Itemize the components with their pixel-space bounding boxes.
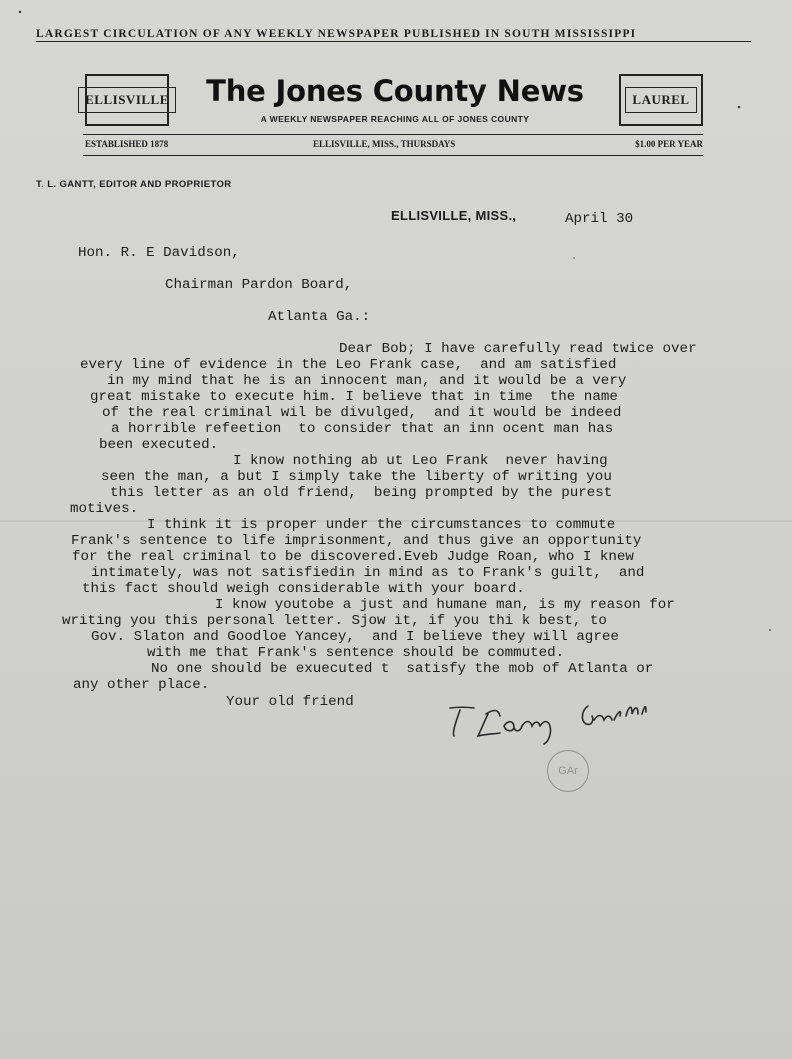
recipient-title: Chairman Pardon Board, xyxy=(165,277,353,293)
letterhead-info-bar xyxy=(83,134,703,156)
body-line: this letter as an old friend, being prompted by the purest xyxy=(110,485,613,501)
letterhead-tagline: LARGEST CIRCULATION OF ANY WEEKLY NEWSPAPER PUBLISHED IN SOUTH MISSISSIPPI xyxy=(36,28,751,42)
body-line: Dear Bob; I have carefully read twice over xyxy=(339,341,697,357)
left-town-label: ELLISVILLE xyxy=(78,87,176,113)
body-line: every line of evidence in the Leo Frank case, and am satisfied xyxy=(80,357,617,373)
body-line: I think it is proper under the circumstances to commute xyxy=(147,517,616,533)
publication-place: ELLISVILLE, MISS., THURSDAYS xyxy=(313,139,456,149)
letter-date: April 30 xyxy=(565,211,634,227)
editor-line: T. L. GANTT, EDITOR AND PROPRIETOR xyxy=(36,179,232,190)
body-line: No one should be exuecuted t satisfy the mob of Atlanta or xyxy=(151,661,654,677)
body-line: with me that Frank's sentence should be commuted. xyxy=(147,645,565,661)
closing-line: Your old friend xyxy=(226,694,354,710)
body-line: seen the man, a but I simply take the liberty of writing you xyxy=(101,469,612,485)
body-line: any other place. xyxy=(73,677,210,693)
established-text: ESTABLISHED 1878 xyxy=(85,139,169,149)
body-line: writing you this personal letter. Sjow it, if you thi k best, to xyxy=(62,613,607,629)
recipient-city: Atlanta Ga.: xyxy=(268,309,371,325)
body-line: been executed. xyxy=(99,437,219,453)
subscription-price: $1.00 PER YEAR xyxy=(635,139,703,149)
body-line: Frank's sentence to life imprisonment, and thus give an opportunity xyxy=(71,533,642,549)
body-line: in my mind that he is an innocent man, and it would be a very xyxy=(107,373,627,389)
body-line: this fact should weigh considerable with your board. xyxy=(82,581,525,597)
archive-stamp xyxy=(547,750,589,792)
body-line: intimately, was not satisfiedin in mind as to Frank's guilt, and xyxy=(91,565,645,581)
body-line: Gov. Slaton and Goodloe Yancey, and I believe they will agree xyxy=(91,629,619,645)
recipient-name: Hon. R. E Davidson, xyxy=(78,245,240,261)
body-line: motives. xyxy=(70,501,139,517)
masthead xyxy=(83,74,705,134)
body-line: for the real criminal to be discovered.Eveb Judge Roan, who I knew xyxy=(72,549,634,565)
right-town-label: LAUREL xyxy=(625,87,696,113)
handwritten-signature xyxy=(448,686,668,746)
archive-stamp-text: GAr xyxy=(558,765,578,777)
body-line: of the real criminal wil be divulged, and it would be indeed xyxy=(102,405,622,421)
body-line: great mistake to execute him. I believe that in time the name xyxy=(90,389,618,405)
body-line: a horrible refeetion to consider that an inn ocent man has xyxy=(111,421,614,437)
letter-place: ELLISVILLE, MISS., xyxy=(391,208,517,223)
newspaper-subtitle: A WEEKLY NEWSPAPER REACHING ALL OF JONES COUNTY xyxy=(260,114,530,124)
body-line: I know youtobe a just and humane man, is my reason for xyxy=(215,597,675,613)
left-town-box xyxy=(85,74,169,126)
right-town-box xyxy=(619,74,703,126)
newspaper-name: The Jones County News xyxy=(206,74,584,108)
body-line: I know nothing ab ut Leo Frank never having xyxy=(233,453,608,469)
